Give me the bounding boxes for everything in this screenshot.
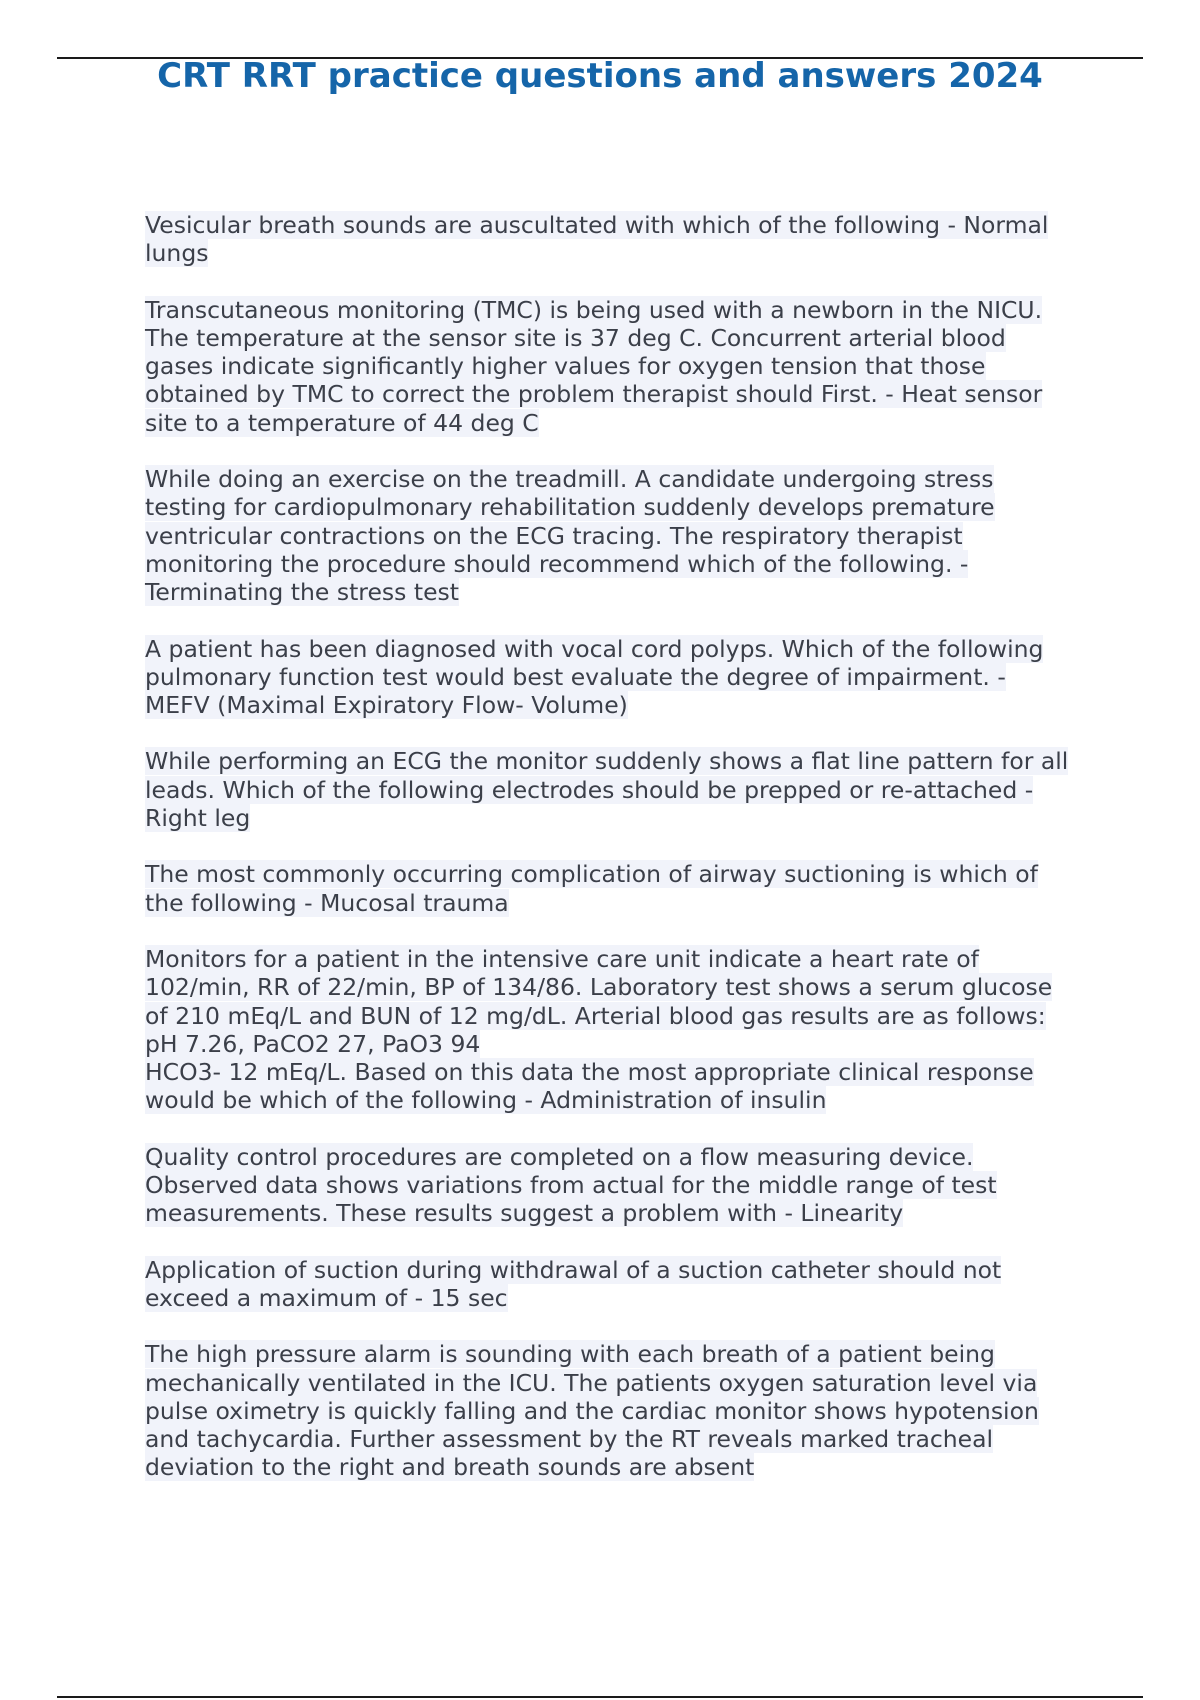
question-item (145, 747, 1105, 832)
question-item (145, 860, 1105, 917)
question-item (145, 635, 1105, 720)
question-text: Monitors for a patient in the intensive care unit indicate a heart rate of 102/min, RR of 22/min, BP of 134/86. Laboratory test shows a serum glucose of 210 mEq/L and BUN of 12 mg/dL. Arterial blood gas results are as follows: pH 7.26, PaCO2 27, PaO3 94 HCO3- 12 mEq/L. Based on this data the most appropriate clinical response would be which of the following - Administration of insulin (145, 944, 1053, 1115)
question-item (145, 1143, 1105, 1228)
question-item (145, 465, 1105, 606)
question-text: The most commonly occurring complication of airway suctioning is which of the following - Mucosal trauma (145, 860, 1038, 917)
question-item (145, 945, 1105, 1115)
question-list (145, 211, 1105, 1510)
question-text: A patient has been diagnosed with vocal cord polyps. Which of the following pulmonary function test would best evaluate the degree of impairment. - MEFV (Maximal Expiratory Flow- Volume) (145, 634, 1044, 720)
question-item (145, 211, 1105, 268)
question-text: Quality control procedures are completed on a flow measuring device. Observed data shows variations from actual for the middle range of test measurements. These results suggest a problem with - Linearity (145, 1142, 997, 1228)
question-item (145, 1340, 1105, 1481)
question-text: Vesicular breath sounds are auscultated with which of the following - Normal lungs (145, 211, 1049, 268)
question-item (145, 296, 1105, 437)
question-text: The high pressure alarm is sounding with each breath of a patient being mechanically ventilated in the ICU. The patients oxygen saturation level via pulse oximetry is quickly falling and the cardiac monitor shows hypotension and tachycardia. Further assessment by the RT reveals marked tracheal deviation to the right and breath sounds are absent (145, 1340, 1039, 1482)
question-text: Transcutaneous monitoring (TMC) is being used with a newborn in the NICU. The temperature at the sensor site is 37 deg C. Concurrent arterial blood gases indicate significantly higher values for oxygen tension that those obtained by TMC to correct the problem therapist should First. - Heat sensor site to a temperature of 44 deg C (145, 295, 1043, 437)
question-text: While doing an exercise on the treadmill. A candidate undergoing stress testing for cardiopulmonary rehabilitation suddenly develops premature ventricular contractions on the ECG tracing. The respiratory therapist monitoring the procedure should recommend which of the following. - Terminating the stress test (145, 465, 995, 607)
bottom-rule (57, 1696, 1143, 1698)
document-title: CRT RRT practice questions and answers 2024 (157, 56, 1043, 96)
question-item (145, 1256, 1105, 1313)
question-text: While performing an ECG the monitor suddenly shows a flat line pattern for all leads. Which of the following electrodes should be prepped or re-attached - Right leg (145, 747, 1069, 833)
question-text: Application of suction during withdrawal of a suction catheter should not exceed a maximum of - 15 sec (145, 1255, 1002, 1312)
